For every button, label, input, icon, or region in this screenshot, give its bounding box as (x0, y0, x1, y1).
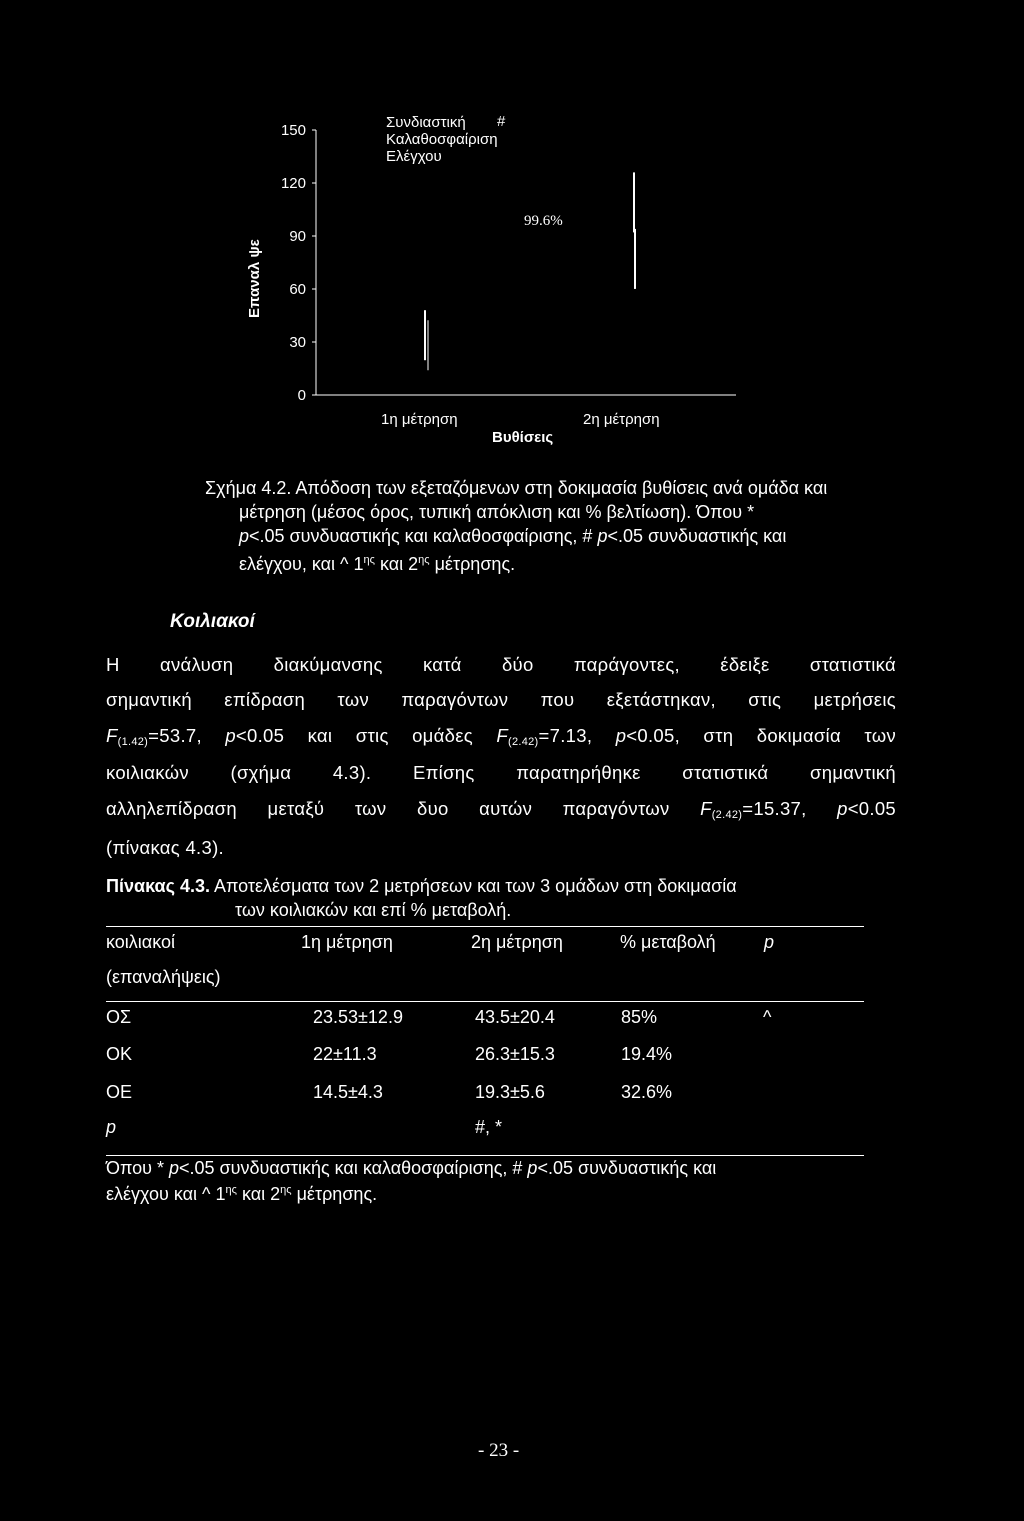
table-footnote-line-2: ελέγχου και ^ $1^{\eta\varsigma}$ και $2^{\eta\varsigma}$ μέτρησης. (106, 1184, 378, 1204)
caption-line-1: Σχήμα 4.2. Απόδοση των εξεταζόμενων στη δοκιμασία βυθίσεις ανά ομάδα και (205, 478, 828, 498)
chart-svg (0, 0, 1024, 460)
table-row-3-change: 32.6% (621, 1082, 673, 1102)
table-row-1-change: 85% (621, 1007, 658, 1027)
table-row-2-change: 19.4% (621, 1044, 673, 1064)
chart-legend (386, 114, 498, 165)
table-header-col-5: p (764, 932, 775, 952)
x-axis-label: Βυθίσεις (492, 429, 554, 446)
y-tick-label: 150 (280, 122, 306, 139)
y-tick-label: 60 (289, 281, 306, 298)
caption-line-3: p<.05 συνδυαστικής και καλαθοσφαίρισης, # p<.05 συνδυαστικής και (239, 526, 787, 546)
table-header-col-4: % μεταβολή (620, 932, 716, 952)
table-row-3-m1: 14.5±4.3 (313, 1082, 383, 1102)
legend-item-combined: Συνδιαστική (386, 114, 466, 131)
table-row-1-m1: 23.53±12.9 (313, 1007, 403, 1027)
table-top-rule (106, 926, 864, 927)
legend-item-control: Ελέγχου (386, 148, 442, 165)
section-heading: Κοιλιακοί (170, 611, 255, 632)
paragraph-line-1: Η ανάλυση διακύμανσης κατά δύο παράγοντες, έδειξε στατιστικά (106, 654, 896, 675)
caption-line-2: μέτρηση (μέσος όρος, τυπική απόκλιση και % βελτίωση). Όπου * (239, 502, 755, 522)
table-row-1-label: ΟΣ (106, 1007, 132, 1027)
table-header-col-3: 2η μέτρηση (471, 932, 563, 952)
table-footnote-line-1: Όπου * p<.05 συνδυαστικής και καλαθοσφαίρισης, # p<.05 συνδυαστικής και (106, 1158, 717, 1178)
table-row-1-m2: 43.5±20.4 (475, 1007, 555, 1027)
table-p-row-label: p (106, 1117, 117, 1137)
table-row-3-m2: 19.3±5.6 (475, 1082, 545, 1102)
caption-line-4: ελέγχου, και ^ $1^{\eta\varsigma}$ και $2^{\eta\varsigma}$ μέτρησης. (239, 554, 516, 574)
y-tick-label: 30 (289, 334, 306, 351)
page-number: - 23 - (478, 1440, 520, 1461)
table-row-3-label: ΟΕ (106, 1082, 133, 1102)
hash-annotation: # (497, 113, 506, 130)
paragraph-line-4: κοιλιακών (σχήμα 4.3). Επίσης παρατηρήθηκε στατιστικά σημαντική (106, 762, 896, 783)
paragraph-line-6: (πίνακας 4.3). (106, 837, 224, 858)
y-tick-label: 0 (297, 387, 306, 404)
table-row-2-label: ΟΚ (106, 1044, 133, 1064)
table-header-sub: (επαναλήψεις) (106, 967, 221, 987)
paragraph-line-5: αλληλεπίδραση μεταξύ των δυο αυτών παραγόντων $F_{(2.42)}=15.37$, p<0.05 (106, 798, 896, 821)
paragraph-line-3: $F_{(1.42)}=53.7$, p<0.05 και στις ομάδες $F_{(2.42)}=7.13$, p<0.05, στη δοκιμασία των (106, 725, 896, 748)
table-header-rule (106, 1001, 864, 1002)
y-tick-label: 90 (289, 228, 306, 245)
legend-item-basketball: Καλαθοσφαίριση (386, 131, 498, 148)
y-tick-label: 120 (280, 175, 306, 192)
table-row-2-m2: 26.3±15.3 (475, 1044, 555, 1064)
figure-caption (205, 476, 905, 576)
table-title-line-2: των κοιλιακών και επί % μεταβολή. (235, 900, 512, 920)
bar-chart (0, 0, 1024, 460)
x-category-1: 1η μέτρηση (381, 411, 458, 428)
y-axis-label: Επαναλ ψε (246, 239, 263, 318)
table-row-2-m1: 22±11.3 (313, 1044, 377, 1064)
paragraph-line-2: σημαντική επίδραση των παραγόντων που εξετάστηκαν, στις μετρήσεις (106, 689, 896, 710)
table-header-col-1: κοιλιακοί (106, 932, 175, 952)
percent-annotation: 99.6% (524, 213, 563, 229)
table-p-row-value: #, * (475, 1117, 503, 1137)
table-bottom-rule (106, 1155, 864, 1156)
table-header-col-2: 1η μέτρηση (301, 932, 393, 952)
table-row-1-p: ^ (763, 1007, 772, 1027)
x-category-2: 2η μέτρηση (583, 411, 660, 428)
table-title: Πίνακας 4.3. Αποτελέσματα των 2 μετρήσεων και των 3 ομάδων στη δοκιμασία (106, 876, 737, 896)
